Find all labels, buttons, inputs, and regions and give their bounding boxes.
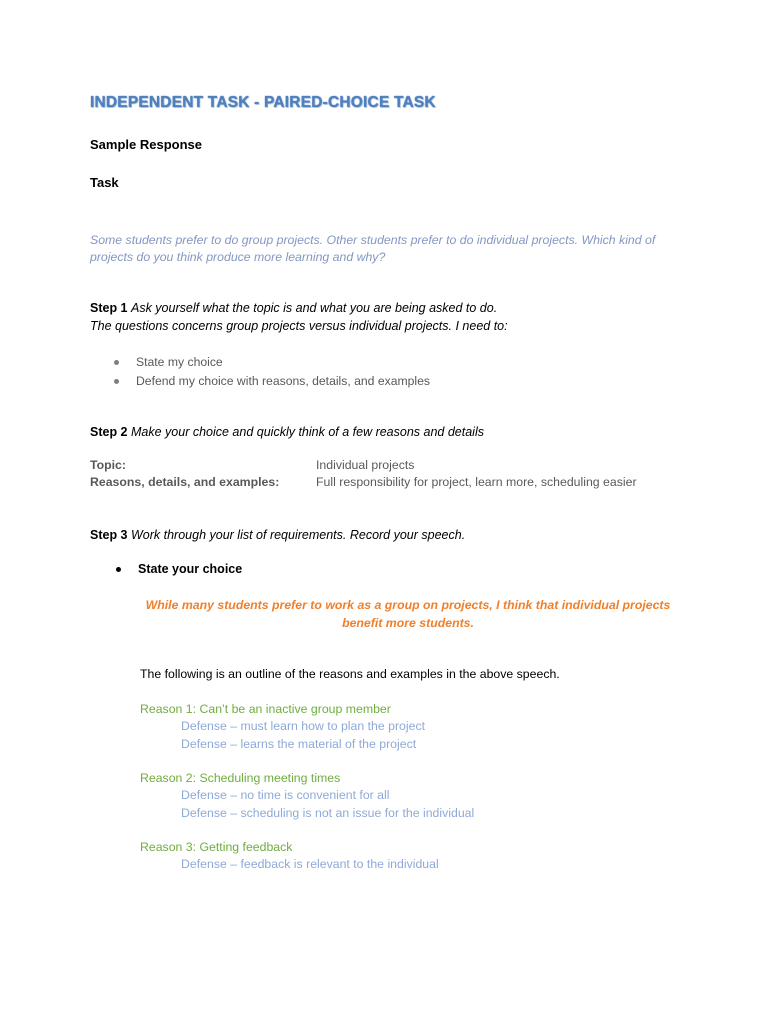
bullet-icon — [114, 379, 119, 384]
bullet-icon — [116, 567, 121, 572]
topic-label: Topic: — [90, 458, 126, 472]
step1-label: Step 1 — [90, 301, 128, 315]
step3-line — [90, 526, 465, 544]
step1-line2 — [90, 317, 508, 335]
reasons-label: Reasons, details, and examples: — [90, 475, 280, 489]
state-choice-text: State your choice — [138, 562, 243, 576]
reasons-value: Full responsibility for project, learn more, scheduling easier — [316, 475, 637, 489]
speech-line1: While many students prefer to work as a group on projects, I think that individual projects — [145, 598, 671, 612]
sample-response-heading: Sample Response — [90, 137, 202, 152]
reason-3-defense-1: Defense – feedback is relevant to the individual — [181, 857, 439, 871]
step2-label: Step 2 — [90, 425, 128, 439]
step2-line — [90, 423, 484, 441]
reason-1-defense-2: Defense – learns the material of the project — [181, 737, 417, 751]
document-title: INDEPENDENT TASK - PAIRED-CHOICE TASK — [90, 94, 436, 111]
reason-3-title: Reason 3: Getting feedback — [140, 840, 293, 854]
reason-1-title: Reason 1: Can’t be an inactive group member — [140, 702, 391, 716]
state-choice-item — [116, 562, 242, 576]
task-heading: Task — [90, 175, 119, 190]
reason-1-defense-1: Defense – must learn how to plan the project — [181, 719, 426, 733]
sample-speech — [140, 596, 676, 632]
list-item-text: Defend my choice with reasons, details, and examples — [136, 374, 431, 388]
topic-value: Individual projects — [316, 458, 415, 472]
bullet-icon — [114, 360, 119, 365]
step1-bullet-list — [112, 353, 430, 391]
speech-line2: benefit more students. — [342, 616, 474, 630]
list-item-text: State my choice — [136, 355, 223, 369]
reason-2-defense-1: Defense – no time is convenient for all — [181, 788, 390, 802]
step2-instruction: Make your choice and quickly think of a few reasons and details — [131, 425, 484, 439]
step3-instruction: Work through your list of requirements. Record your speech. — [131, 528, 466, 542]
list-item — [112, 353, 430, 372]
outline-intro: The following is an outline of the reasons and examples in the above speech. — [140, 667, 560, 681]
step3-label: Step 3 — [90, 528, 128, 542]
reason-2-title: Reason 2: Scheduling meeting times — [140, 771, 341, 785]
list-item — [112, 372, 430, 391]
step1-instruction: Ask yourself what the topic is and what you are being asked to do. — [131, 301, 498, 315]
step1-line1 — [90, 299, 497, 317]
step1-need: The questions concerns group projects versus individual projects. I need to: — [90, 319, 508, 333]
task-prompt: Some students prefer to do group projects. Other students prefer to do individual projects. Which kind of projects do you think produce more learning and why? — [90, 233, 656, 264]
reason-2-defense-2: Defense – scheduling is not an issue for the individual — [181, 806, 475, 820]
